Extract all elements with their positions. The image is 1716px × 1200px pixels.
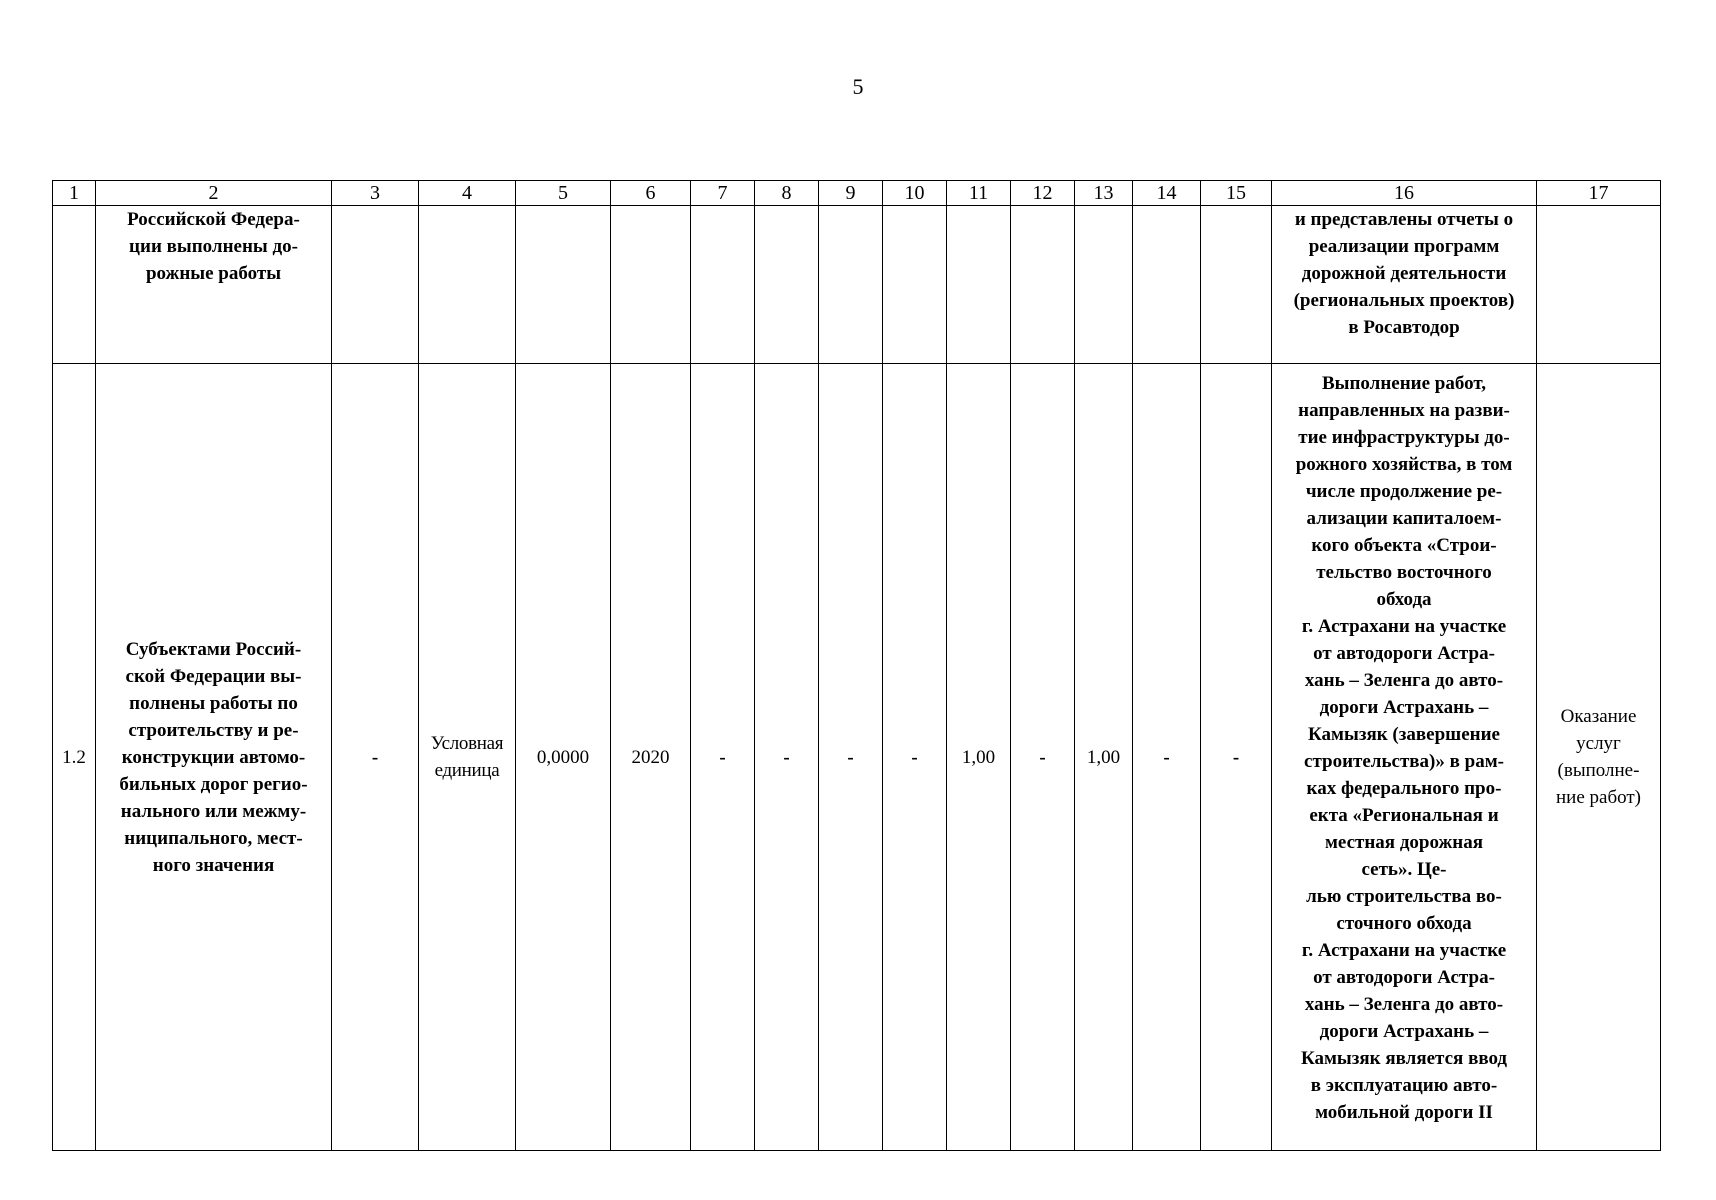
column-header-6: 6 bbox=[611, 181, 691, 206]
continuation-description-text: и представлены отчеты о реализации программ дорожной деятельности (региональных проектов) в Росавтодор bbox=[1293, 209, 1515, 338]
cell-empty bbox=[332, 206, 419, 364]
cell-empty bbox=[53, 206, 96, 364]
column-header-9: 9 bbox=[819, 181, 883, 206]
cell-empty bbox=[691, 206, 755, 364]
column-header-16: 16 bbox=[1272, 181, 1537, 206]
column-header-17: 17 bbox=[1537, 181, 1661, 206]
cell-empty bbox=[1537, 206, 1661, 364]
cell-col12: - bbox=[1011, 364, 1075, 1151]
cell-empty bbox=[947, 206, 1011, 364]
continuation-description-cell bbox=[1272, 206, 1537, 364]
column-header-8: 8 bbox=[755, 181, 819, 206]
cell-col14: - bbox=[1133, 364, 1201, 1151]
cell-empty bbox=[755, 206, 819, 364]
column-header-13: 13 bbox=[1075, 181, 1133, 206]
result-type-text: Оказание услуг (выполне- ние работ) bbox=[1556, 706, 1641, 808]
value-cell-col11: 1,00 bbox=[947, 364, 1011, 1151]
column-header-7: 7 bbox=[691, 181, 755, 206]
cell-empty bbox=[819, 206, 883, 364]
cell-empty bbox=[419, 206, 516, 364]
cell-empty bbox=[1075, 206, 1133, 364]
value-cell-col13: 1,00 bbox=[1075, 364, 1133, 1151]
cell-col8: - bbox=[755, 364, 819, 1151]
row-number: 1.2 bbox=[53, 364, 96, 1151]
cell-empty bbox=[611, 206, 691, 364]
cell-empty bbox=[516, 206, 611, 364]
column-header-11: 11 bbox=[947, 181, 1011, 206]
cell-col15: - bbox=[1201, 364, 1272, 1151]
unit-text: Условная единица bbox=[430, 733, 504, 781]
column-header-10: 10 bbox=[883, 181, 947, 206]
continuation-row bbox=[53, 206, 1661, 364]
cell-empty bbox=[1201, 206, 1272, 364]
column-header-3: 3 bbox=[332, 181, 419, 206]
column-header-1: 1 bbox=[53, 181, 96, 206]
column-header-14: 14 bbox=[1133, 181, 1201, 206]
column-header-2: 2 bbox=[96, 181, 332, 206]
continuation-result-cell bbox=[96, 206, 332, 364]
cell-col3: - bbox=[332, 364, 419, 1151]
page-number: 5 bbox=[852, 74, 864, 99]
cell-col10: - bbox=[883, 364, 947, 1151]
table-row bbox=[53, 364, 1661, 1151]
continuation-result-text: Российской Федера- ции выполнены до- рожные работы bbox=[127, 209, 300, 284]
cell-empty bbox=[883, 206, 947, 364]
activity-table bbox=[52, 180, 1661, 1151]
cell-col7: - bbox=[691, 364, 755, 1151]
column-header-4: 4 bbox=[419, 181, 516, 206]
description-cell bbox=[1272, 364, 1537, 1151]
result-type-cell bbox=[1537, 364, 1661, 1151]
column-header-12: 12 bbox=[1011, 181, 1075, 206]
column-header-5: 5 bbox=[516, 181, 611, 206]
description-text: Выполнение работ, направленных на разви- тие инфраструктуры до- рожного хозяйства, в том числе продолжение ре- ализации капиталоем- кого объекта «Строи- тельство восточного обхода г. Астрахани на участке от автодороги Астра- хань – Зеленга до авто- дороги Астрахань – Камызяк (завершение строительства)» в рам- ках федерального про- екта «Региональная и местная дорожная сеть». Це- лью строительства во- сточного обхода г. Астрахани на участке от автодороги Астра- хань – Зеленга до авто- дороги Астрахань – Камызяк является ввод в эксплуатацию авто- мобильной дороги II bbox=[1295, 373, 1513, 1123]
unit-cell bbox=[419, 364, 516, 1151]
result-name-text: Субъектами Россий- ской Федерации вы- полнены работы по строительству и ре- конструкции автомо- бильных дорог регио- нального или межму- ниципального, мест- ного значения bbox=[119, 638, 308, 876]
result-name-cell bbox=[96, 364, 332, 1151]
base-value-cell: 0,0000 bbox=[516, 364, 611, 1151]
column-header-15: 15 bbox=[1201, 181, 1272, 206]
cell-empty bbox=[1133, 206, 1201, 364]
base-year-cell: 2020 bbox=[611, 364, 691, 1151]
cell-col9: - bbox=[819, 364, 883, 1151]
column-number-row bbox=[53, 181, 1661, 206]
cell-empty bbox=[1011, 206, 1075, 364]
